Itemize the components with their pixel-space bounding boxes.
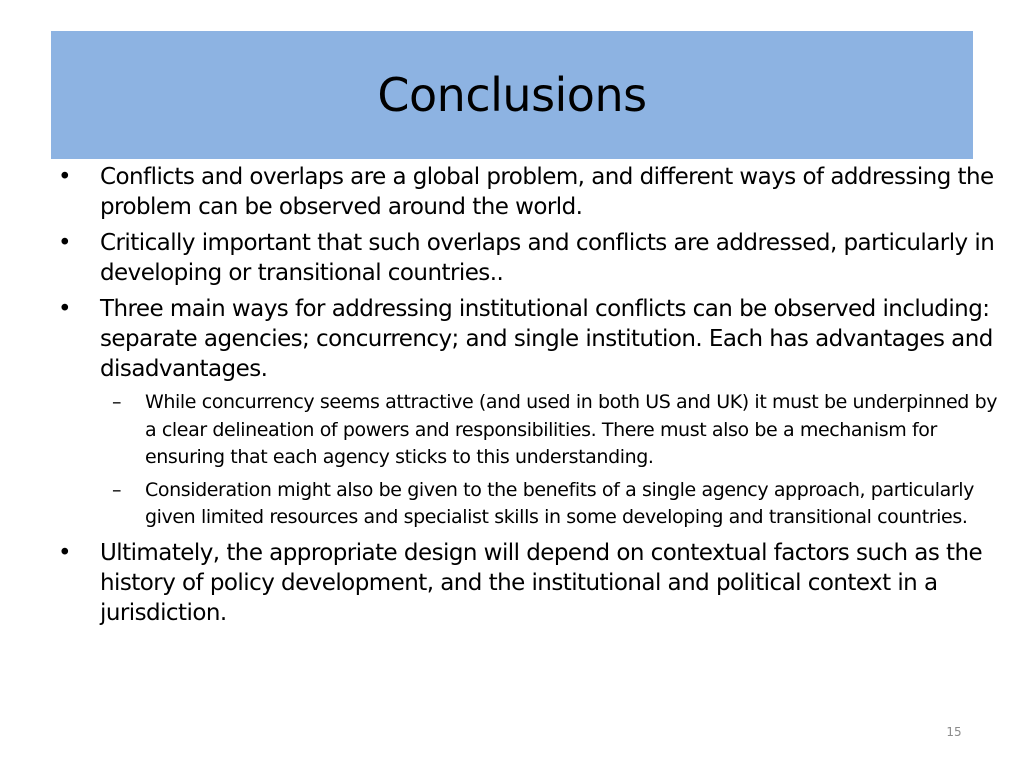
title-band	[51, 31, 973, 159]
bullet-text: Three main ways for addressing institutional conflicts can be observed including: separate agencies; concurrency; and single institution. Each has advantages and disadvantages.	[100, 296, 993, 382]
bullet-text: Critically important that such overlaps and conflicts are addressed, particularly in developing or transitional countries..	[100, 230, 995, 286]
bullet-marker: •	[58, 539, 72, 566]
sub-bullet-item	[58, 477, 998, 532]
bullet-marker: •	[58, 164, 72, 190]
bullet-marker: •	[58, 296, 72, 322]
bullet-item	[58, 538, 998, 628]
dash-marker: –	[112, 391, 122, 413]
sub-bullet-item	[58, 389, 998, 472]
bullet-marker: •	[58, 230, 72, 256]
sub-bullet-list	[58, 389, 998, 532]
bullet-list	[58, 160, 998, 628]
bullet-text: Ultimately, the appropriate design will depend on contextual factors such as the history of policy development, and the institutional and political context in a jurisdiction.	[100, 539, 983, 626]
slide-title: Conclusions	[377, 68, 647, 122]
bullet-item	[58, 228, 998, 288]
bullet-item	[58, 294, 998, 384]
sub-bullet-text: Consideration might also be given to the benefits of a single agency approach, particularly given limited resources and specialist skills in some developing and transitional countries.	[145, 478, 975, 528]
page-number: 15	[946, 725, 962, 739]
sub-bullet-text: While concurrency seems attractive (and used in both US and UK) it must be underpinned by a clear delineation of powers and responsibilities. There must also be a mechanism for ensuring that each agency sticks to this understanding.	[145, 391, 998, 468]
bullet-item	[58, 162, 998, 222]
bullet-text: Conflicts and overlaps are a global problem, and different ways of addressing the problem can be observed around the world.	[100, 164, 994, 220]
dash-marker: –	[112, 478, 122, 501]
